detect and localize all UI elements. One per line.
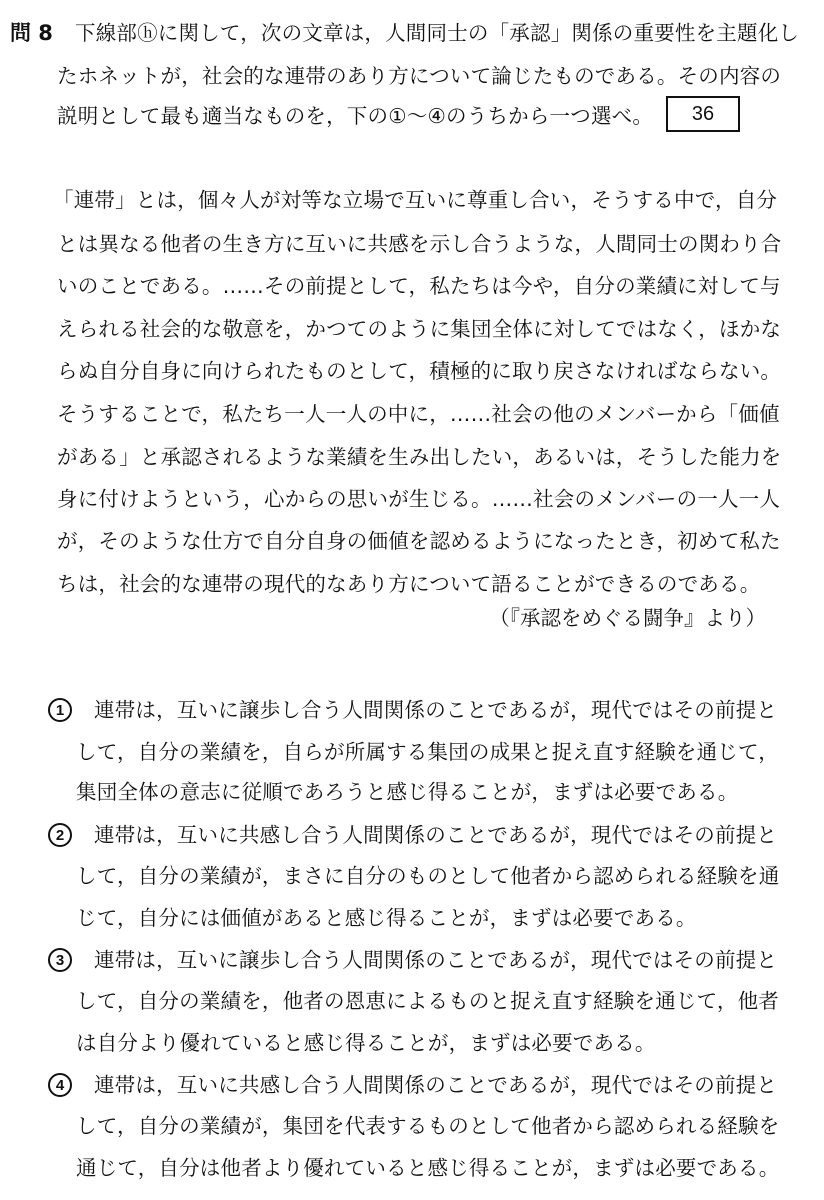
passage-line-7: がある」と承認されるような業績を生み出したい，あるいは，そうした能力を — [57, 445, 782, 469]
question-line-1: 下線部ⓗに関して，次の文章は，人間同士の「承認」関係の重要性を主題化し — [75, 21, 800, 45]
passage-line-6: そうすることで，私たち一人一人の中に，……社会の他のメンバーから「価値 — [57, 402, 780, 426]
choice-4-line-2: して，自分の業績が，集団を代表するものとして他者から認められる経験を — [76, 1114, 780, 1138]
passage-line-3: いのことである。……その前提として，私たちは今や，自分の業績に対して与 — [57, 274, 781, 298]
choice-3-line-3: は自分より優れていると感じ得ることが，まずは必要である。 — [76, 1031, 656, 1055]
passage-line-5: らぬ自分自身に向けられたものとして，積極的に取り戻さなければならない。 — [57, 359, 782, 383]
choice-3-number: 3 — [48, 948, 72, 972]
choice-1-line-3: 集団全体の意志に従順であろうと感じ得ることが，まずは必要である。 — [76, 780, 739, 804]
choice-3-line-1: 連帯は，互いに譲歩し合う人間関係のことであるが，現代ではその前提と — [94, 948, 778, 972]
choice-1-number: 1 — [48, 698, 72, 722]
passage-line-10: ちは，社会的な連帯の現代的なあり方について語ることができるのである。 — [57, 572, 761, 596]
choice-2-line-3: じて，自分には価値があると感じ得ることが，まずは必要である。 — [76, 906, 697, 930]
question-line-2: たホネットが，社会的な連帯のあり方について論じたものである。その内容の — [57, 64, 782, 88]
choice-2-line-2: して，自分の業績が，まさに自分のものとして他者から認められる経験を通 — [76, 864, 780, 888]
choice-1-line-2: して，自分の業績を，自らが所属する集団の成果と捉え直す経験を通じて， — [76, 740, 779, 764]
choice-4-number: 4 — [48, 1073, 72, 1097]
passage-line-2: とは異なる他者の生き方に互いに共感を示し合うような，人間同士の関わり合 — [57, 232, 782, 256]
choice-4-line-1: 連帯は，互いに共感し合う人間関係のことであるが，現代ではその前提と — [94, 1073, 778, 1097]
passage-source: （『承認をめぐる闘争』より） — [489, 606, 766, 630]
answer-number-box: 36 — [666, 96, 740, 132]
choice-2-number: 2 — [48, 823, 72, 847]
question-number: 問 8 — [10, 21, 53, 45]
choice-4-line-3: 通じて，自分は他者より優れていると感じ得ることが，まずは必要である。 — [76, 1156, 780, 1180]
passage-line-9: が，そのような仕方で自分自身の価値を認めるようになったとき，初めて私た — [57, 529, 781, 553]
passage-line-1: 「連帯」とは，個々人が対等な立場で互いに尊重し合い，そうする中で，自分 — [53, 188, 778, 212]
passage-line-8: 身に付けようという，心からの思いが生じる。……社会のメンバーの一人一人 — [57, 487, 781, 511]
choice-2-line-1: 連帯は，互いに共感し合う人間関係のことであるが，現代ではその前提と — [94, 823, 778, 847]
passage-line-4: えられる社会的な敬意を，かつてのように集団全体に対してではなく，ほかな — [57, 317, 782, 341]
choice-3-line-2: して，自分の業績を，他者の恩恵によるものと捉え直す経験を通じて，他者 — [76, 989, 779, 1013]
question-line-3: 説明として最も適当なものを，下の①～④のうちから一つ選べ。 — [57, 104, 654, 128]
choice-1-line-1: 連帯は，互いに譲歩し合う人間関係のことであるが，現代ではその前提と — [94, 698, 778, 722]
